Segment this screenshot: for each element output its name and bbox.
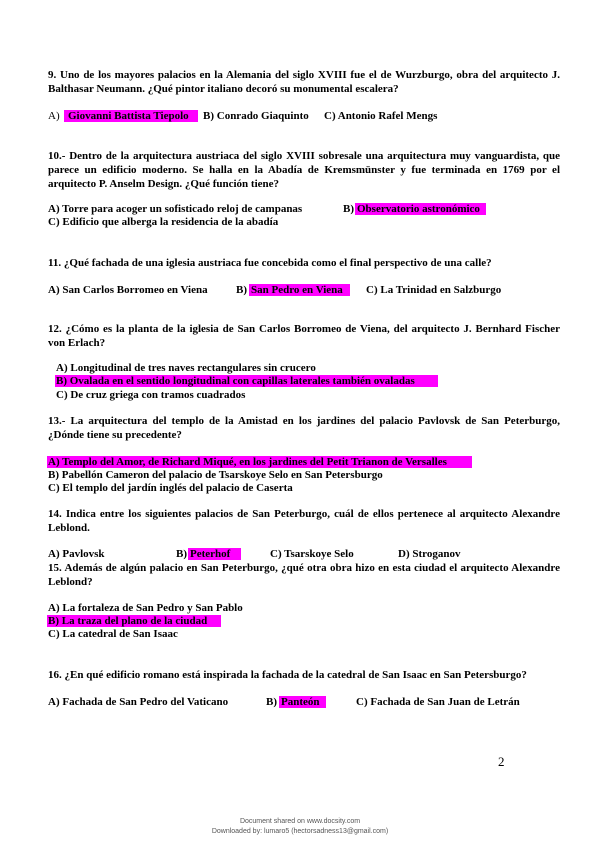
q12-option-b: B) Ovalada en el sentido longitudinal con capillas laterales también ovaladas — [56, 375, 415, 387]
q12-option-c: C) De cruz griega con tramos cuadrados — [56, 389, 246, 401]
q16-option-b: Panteón — [281, 696, 320, 708]
question-16: 16. ¿En qué edificio romano está inspirada la fachada de la catedral de San Isaac en San Petersburgo? — [48, 669, 527, 681]
footer-shared-line: Document shared on www.docsity.com — [239, 818, 361, 825]
q10-option-c: C) Edificio que alberga la residencia de la abadía — [48, 216, 279, 228]
question-10: 10.- Dentro de la arquitectura austriaca del siglo XVIII sobresale una arquitectura muy vanguardista, que parece un edificio moderno. Se halla en la Abadía de Kremsmünster y fue terminada en 1769 por el arquitecto P. Anselm Design. ¿Qué función tiene? — [48, 150, 560, 190]
q13-option-b: B) Pabellón Cameron del palacio de Tsarskoye Selo en San Petersburgo — [48, 469, 383, 481]
q14-letter-b: B) — [176, 548, 187, 560]
footer-downloaded-line: Downloaded by: lumaro5 (hectorsadness13@gmail.com) — [211, 828, 389, 835]
q10-option-b: Observatorio astronómico — [357, 203, 480, 215]
question-15: 15. Además de algún palacio en San Peterburgo, ¿qué otra obra hizo en esta ciudad el arquitecto Alexandre Leblond? — [48, 562, 560, 588]
q14-option-b: Peterhof — [190, 548, 231, 560]
q16-option-a: A) Fachada de San Pedro del Vaticano — [48, 696, 229, 708]
question-9: 9. Uno de los mayores palacios en la Alemania del siglo XVIII fue el de Wurzburgo, obra del arquitecto J. Balthasar Neumann. ¿Qué pintor italiano decoró su monumental escalera? — [48, 69, 560, 95]
q14-option-c: C) Tsarskoye Selo — [270, 548, 354, 560]
question-12: 12. ¿Cómo es la planta de la iglesia de San Carlos Borromeo de Viena, del arquitecto J. Bernhard Fischer von Erlach? — [48, 323, 560, 349]
q16-letter-b: B) — [266, 696, 277, 708]
q11-option-b: San Pedro en Viena — [251, 284, 343, 296]
page-number: 2 — [498, 754, 505, 769]
q11-letter-b: B) — [236, 284, 247, 296]
q11-option-a: A) San Carlos Borromeo en Viena — [48, 284, 208, 296]
q9-letter-a: A) — [48, 110, 60, 122]
q10-option-a: A) Torre para acoger un sofisticado reloj de campanas — [48, 203, 303, 215]
q14-option-d: D) Stroganov — [398, 548, 461, 560]
question-13: 13.- La arquitectura del templo de la Amistad en los jardines del palacio Pavlovsk de San Peterburgo, ¿Dónde tiene su precedente? — [48, 415, 560, 441]
question-11: 11. ¿Qué fachada de una iglesia austriaca fue concebida como el final perspectivo de una calle? — [48, 257, 492, 269]
q13-option-a: A) Templo del Amor, de Richard Miqué, en los jardines del Petit Trianon de Versalles — [48, 456, 447, 468]
q13-option-c: C) El templo del jardín inglés del palacio de Caserta — [48, 482, 293, 494]
q16-option-c: C) Fachada de San Juan de Letrán — [356, 696, 520, 708]
q9-option-c: C) Antonio Rafel Mengs — [324, 110, 438, 122]
q9-option-b: B) Conrado Giaquinto — [203, 110, 309, 122]
q11-option-c: C) La Trinidad en Salzburgo — [366, 284, 502, 296]
q12-option-a: A) Longitudinal de tres naves rectangulares sin crucero — [56, 362, 316, 374]
q10-letter-b: B) — [343, 203, 354, 215]
question-14: 14. Indica entre los siguientes palacios de San Peterburgo, cuál de ellos pertenece al arquitecto Alexandre Leblond. — [48, 508, 560, 534]
q9-option-a: Giovanni Battista Tiepolo — [68, 110, 189, 122]
q15-option-c: C) La catedral de San Isaac — [48, 628, 178, 640]
q15-option-b: B) La traza del plano de la ciudad — [48, 615, 208, 627]
q14-option-a: A) Pavlovsk — [48, 548, 105, 560]
q15-option-a: A) La fortaleza de San Pedro y San Pablo — [48, 602, 243, 614]
